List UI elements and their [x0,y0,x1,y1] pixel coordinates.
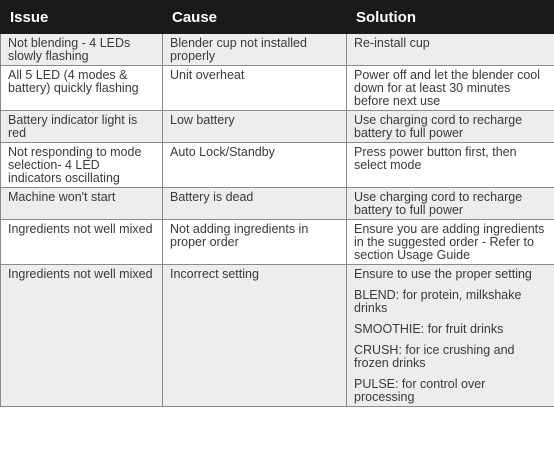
header-row [1,1,554,34]
cause-cell: Low battery [163,111,347,143]
solution-line: CRUSH: for ice crushing and frozen drinks [354,343,515,370]
issue-cell: Battery indicator light is red [1,111,163,143]
table-body [1,34,554,407]
solution-line: Press power button first, then select mode [354,145,517,172]
cause-cell: Unit overheat [163,66,347,111]
solution-cell [347,143,554,188]
table-row [1,143,554,188]
table-row [1,66,554,111]
cause-cell: Incorrect setting [163,265,347,407]
table-row [1,188,554,220]
table-row [1,265,554,407]
issue-cell: Not blending - 4 LEDs slowly flashing [1,34,163,66]
header-solution: Solution [347,1,554,34]
solution-line: Ensure to use the proper setting [354,267,532,281]
solution-line: Use charging cord to recharge battery to full power [354,113,523,140]
solution-cell [347,265,554,407]
issue-cell: Not responding to mode selection- 4 LED indicators oscillating [1,143,163,188]
cause-cell: Battery is dead [163,188,347,220]
table-row [1,220,554,265]
header-issue: Issue [1,1,163,34]
cause-cell: Blender cup not installed properly [163,34,347,66]
issue-cell: Ingredients not well mixed [1,265,163,407]
solution-cell [347,66,554,111]
solution-line: SMOOTHIE: for fruit drinks [354,322,504,336]
issue-cell: Ingredients not well mixed [1,220,163,265]
issue-cell: All 5 LED (4 modes & battery) quickly flashing [1,66,163,111]
solution-line: PULSE: for control over processing [354,377,486,404]
solution-cell [347,34,554,66]
cause-cell: Auto Lock/Standby [163,143,347,188]
header-cause: Cause [163,1,347,34]
issue-cell: Machine won't start [1,188,163,220]
solution-line: Ensure you are adding ingredients in the suggested order - Refer to section Usage Guide [354,222,545,262]
table-row [1,111,554,143]
solution-line: BLEND: for protein, milkshake drinks [354,288,522,315]
table-row [1,34,554,66]
solution-cell [347,188,554,220]
cause-cell: Not adding ingredients in proper order [163,220,347,265]
solution-line: Use charging cord to recharge battery to full power [354,190,523,217]
solution-line: Re-install cup [354,36,430,50]
solution-line: Power off and let the blender cool down for at least 30 minutes before next use [354,68,541,108]
solution-cell [347,111,554,143]
solution-cell [347,220,554,265]
